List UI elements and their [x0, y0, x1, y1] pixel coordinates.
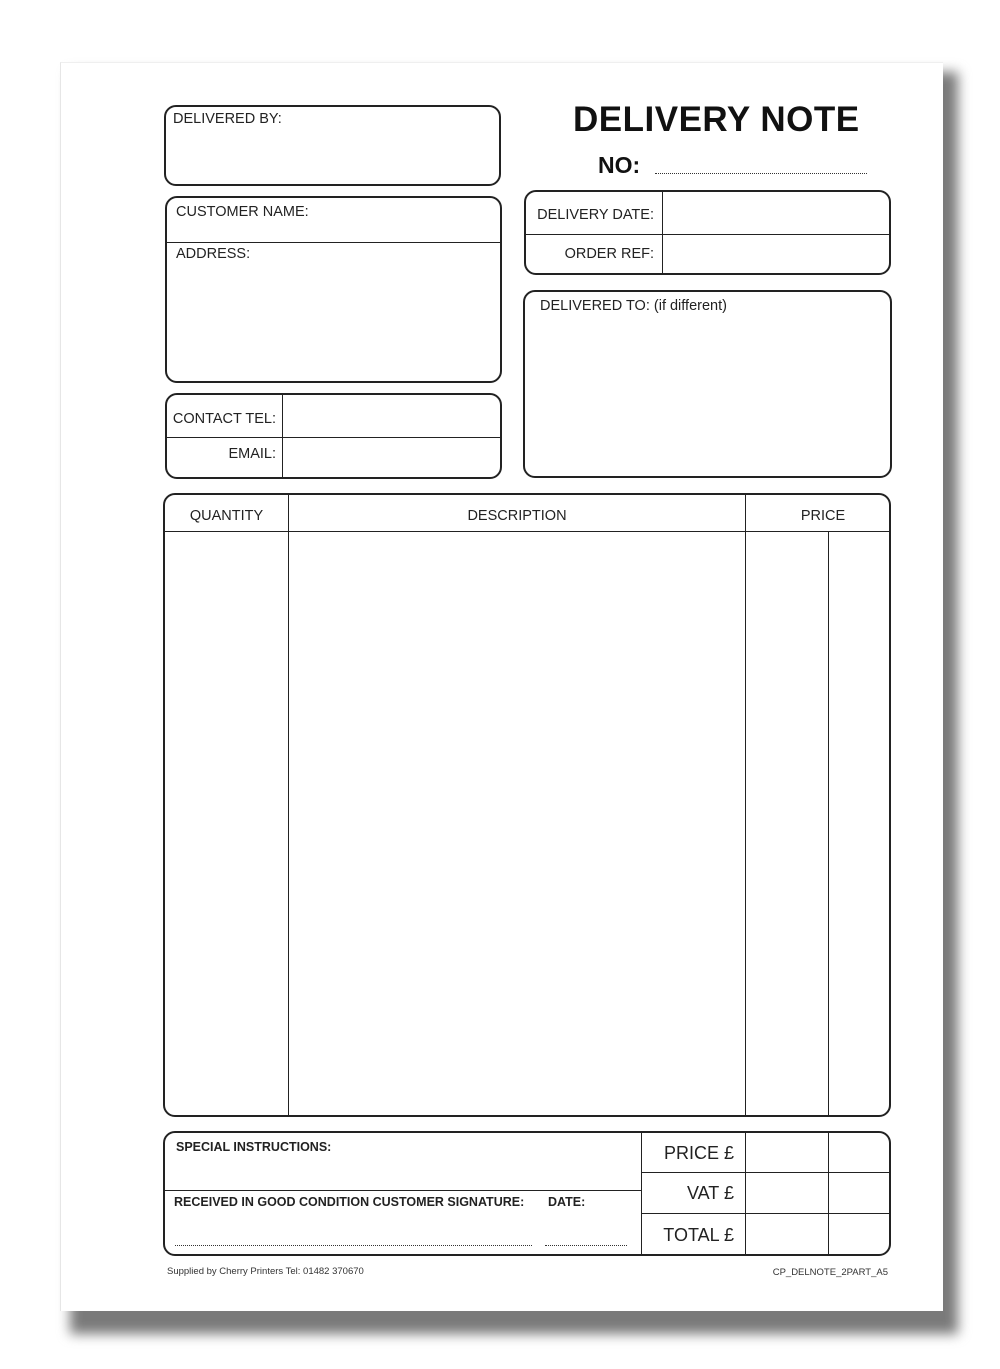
number-field[interactable]	[655, 173, 867, 174]
contact-tel-label: CONTACT TEL:	[172, 411, 276, 427]
signature-label: RECEIVED IN GOOD CONDITION CUSTOMER SIGNATURE:	[174, 1195, 525, 1209]
quantity-header: QUANTITY	[189, 508, 264, 524]
delivery-date-label: DELIVERY DATE:	[537, 207, 654, 223]
special-instructions-field[interactable]	[168, 1158, 638, 1188]
document-title: DELIVERY NOTE	[573, 100, 860, 139]
address-label: ADDRESS:	[176, 246, 251, 262]
grand-total-label: TOTAL £	[663, 1225, 734, 1245]
description-header: DESCRIPTION	[467, 508, 567, 524]
number-label: NO:	[598, 152, 641, 178]
price-pence-divider	[828, 532, 829, 1115]
quantity-column-divider	[288, 495, 289, 1115]
customer-divider	[166, 242, 501, 243]
contact-column-divider	[282, 395, 283, 477]
price-header: PRICE	[800, 508, 846, 524]
totals-row-divider-1	[642, 1172, 890, 1173]
address-field[interactable]	[168, 266, 498, 378]
vat-field[interactable]	[748, 1175, 887, 1211]
signature-field[interactable]	[175, 1245, 532, 1246]
delivery-info-divider	[525, 234, 890, 235]
customer-name-field[interactable]	[318, 198, 498, 240]
order-ref-field[interactable]	[665, 236, 887, 272]
price-pence-column-field[interactable]	[831, 534, 887, 1112]
totals-value-divider	[745, 1133, 746, 1254]
grand-total-field[interactable]	[748, 1216, 887, 1252]
order-ref-label: ORDER REF:	[564, 246, 654, 262]
form-code: CP_DELNOTE_2PART_A5	[772, 1267, 888, 1278]
signature-date-field[interactable]	[545, 1245, 627, 1246]
description-column-divider	[745, 495, 746, 1115]
contact-divider	[166, 437, 501, 438]
items-header-divider	[164, 531, 890, 532]
vat-label: VAT £	[686, 1183, 734, 1203]
delivered-by-label: DELIVERED BY:	[173, 111, 282, 127]
delivered-to-box[interactable]	[523, 290, 892, 478]
quantity-column-field[interactable]	[166, 534, 286, 1112]
delivered-to-label: DELIVERED TO: (if different)	[540, 298, 727, 314]
delivery-date-field[interactable]	[665, 193, 887, 233]
instructions-divider	[164, 1190, 641, 1191]
price-total-label: PRICE £	[663, 1143, 734, 1163]
email-label: EMAIL:	[228, 446, 276, 462]
price-total-field[interactable]	[748, 1134, 887, 1170]
delivery-info-column-divider	[662, 192, 663, 273]
signature-date-label: DATE:	[548, 1195, 586, 1209]
special-instructions-label: SPECIAL INSTRUCTIONS:	[176, 1140, 332, 1154]
price-pounds-column-field[interactable]	[748, 534, 826, 1112]
email-field[interactable]	[285, 439, 499, 477]
supplier-note: Supplied by Cherry Printers Tel: 01482 370670	[167, 1266, 364, 1277]
description-column-field[interactable]	[291, 534, 743, 1112]
customer-name-label: CUSTOMER NAME:	[176, 204, 309, 220]
totals-row-divider-2	[642, 1213, 890, 1214]
contact-tel-field[interactable]	[285, 396, 499, 436]
